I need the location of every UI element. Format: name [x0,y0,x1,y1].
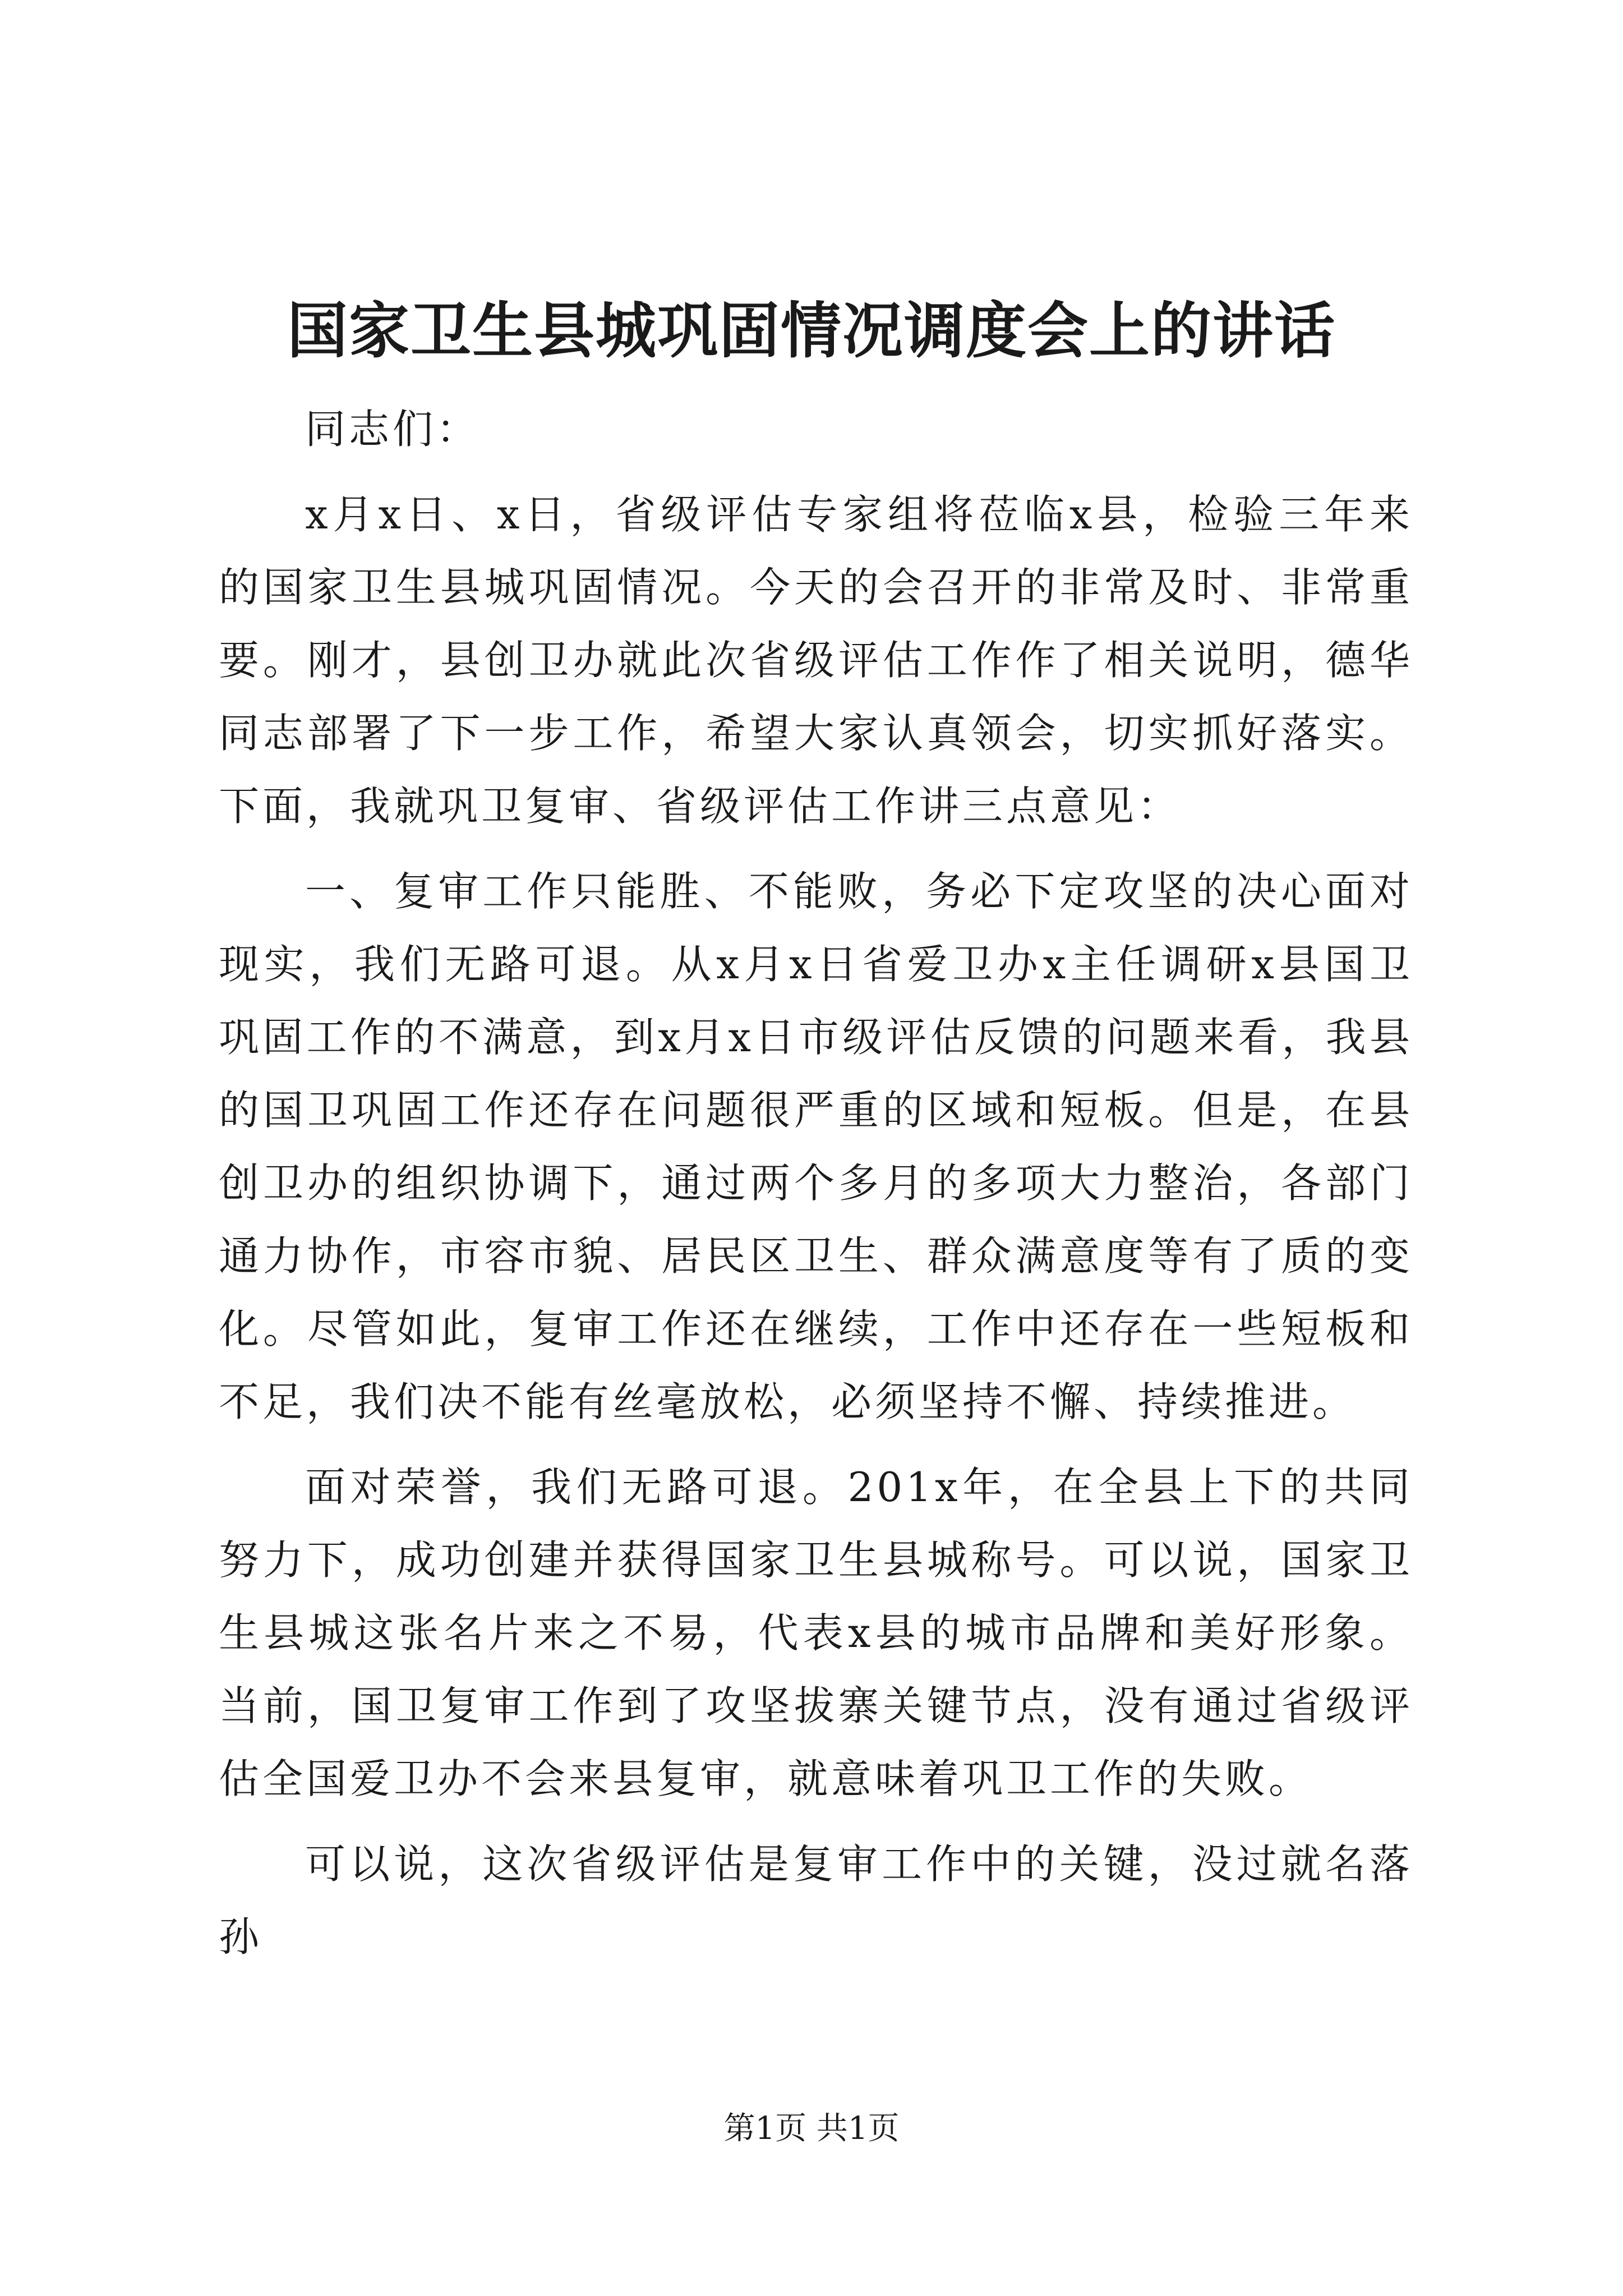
paragraph-salutation: 同志们： [305,406,481,453]
document-body [219,393,1413,1986]
paragraph: 可以说，这次省级评估是复审工作中的关键，没过就名落孙 [219,1841,1413,1961]
paragraph: 一、复审工作只能胜、不能败，务必下定攻坚的决心面对现实，我们无路可退。从x月x日省爱卫办x主任调研x县国卫巩固工作的不满意，到x月x日市级评估反馈的问题来看，我县的国卫巩固工作还存在问题很严重的区域和短板。但是，在县创卫办的组织协调下，通过两个多月的多项大力整治，各部门通力协作，市容市貌、居民区卫生、群众满意度等有了质的变化。尽管如此，复审工作还在继续，工作中还存在一些短板和不足，我们决不能有丝毫放松，必须坚持不懈、持续推进。 [219,868,1413,1425]
document-title: 国家卫生县城巩固情况调度会上的讲话 [287,296,1336,366]
paragraph: 面对荣誉，我们无路可退。201x年，在全县上下的共同努力下，成功创建并获得国家卫生县城称号。可以说，国家卫生县城这张名片来之不易，代表x县的城市品牌和美好形象。当前，国卫复审工作到了攻坚拔寨关键节点，没有通过省级评估全国爱卫办不会来县复审，就意味着巩卫工作的失败。 [219,1464,1413,1802]
page-footer: 第1页 共1页 [723,2110,900,2147]
paragraph: x月x日、x日，省级评估专家组将莅临x县，检验三年来的国家卫生县城巩固情况。今天的会召开的非常及时、非常重要。刚才，县创卫办就此次省级评估工作作了相关说明，德华同志部署了下一步工作，希望大家认真领会，切实抓好落实。下面，我就巩卫复审、省级评估工作讲三点意见： [219,491,1413,830]
